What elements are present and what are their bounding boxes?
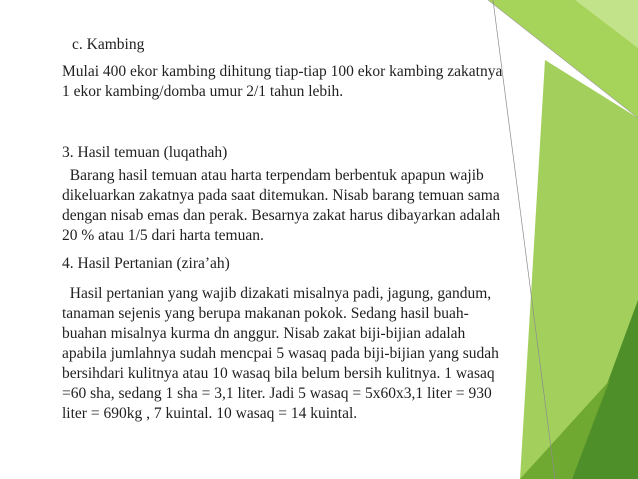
section-heading-hasil-temuan: 3. Hasil temuan (luqathah) <box>62 144 228 161</box>
section-heading-hasil-pertanian: 4. Hasil Pertanian (zira’ah) <box>62 255 230 272</box>
body-line: Hasil pertanian yang wajib dizakati misalnya padi, jagung, gandum, <box>62 285 492 302</box>
body-line: apabila jumlahnya sudah mencpai 5 wasaq pada biji-bijian yang sudah <box>62 345 499 362</box>
body-line: bersihdari kulitnya atau 10 wasaq bila belum bersih kulitnya. 1 wasaq <box>62 365 495 382</box>
body-line: liter = 690kg , 7 kuintal. 10 wasaq = 14 kuintal. <box>62 405 358 422</box>
body-line: Barang hasil temuan atau harta terpendam berbentuk apapun wajib <box>62 167 484 184</box>
body-line: =60 sha, sedang 1 sha = 3,1 liter. Jadi 5 wasaq = 5x60x3,1 liter = 930 <box>62 385 492 402</box>
body-line: buahan misalnya kurma dn anggur. Nisab zakat biji-bijian adalah <box>62 325 466 342</box>
section-heading-kambing: c. Kambing <box>72 36 145 53</box>
body-line: 1 ekor kambing/domba umur 2/1 tahun lebih. <box>62 83 344 100</box>
body-line: dikeluarkan zakatnya pada saat ditemukan. Nisab barang temuan sama <box>62 187 500 204</box>
body-line: Mulai 400 ekor kambing dihitung tiap-tiap 100 ekor kambing zakatnya <box>62 63 503 80</box>
body-line: 20 % atau 1/5 dari harta temuan. <box>62 227 264 244</box>
body-line: tanaman sejenis yang berupa makanan pokok. Sedang hasil buah- <box>62 305 469 322</box>
body-line: dengan nisab emas dan perak. Besarnya zakat harus dibayarkan adalah <box>62 207 501 224</box>
